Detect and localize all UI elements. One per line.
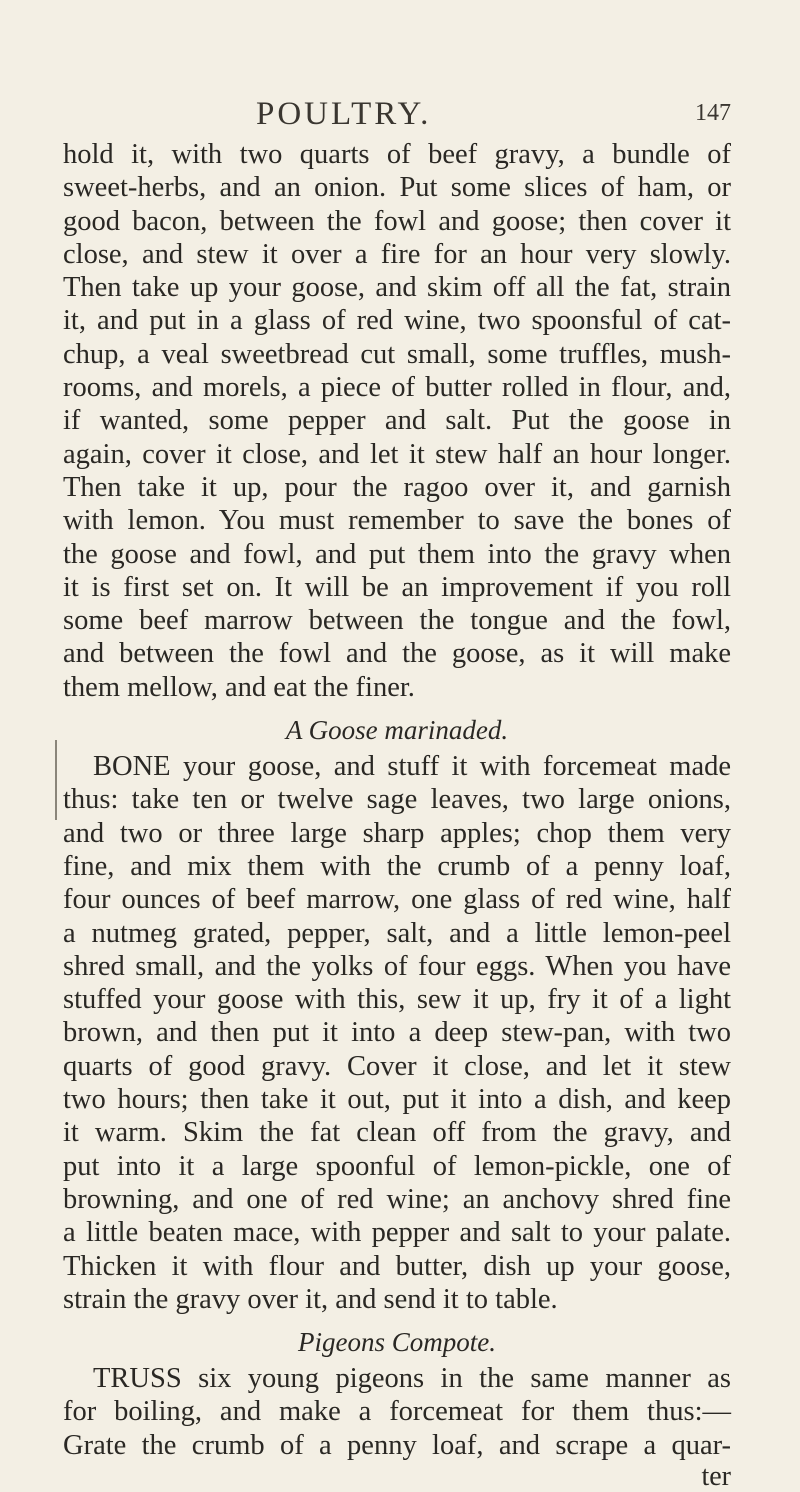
text-line: for boiling, and make a forcemeat for them thus:—: [63, 1396, 731, 1428]
recipe-pigeons-compote: [63, 1362, 731, 1492]
text-line: shred small, and the yolks of four eggs. When you have: [63, 950, 731, 982]
text-line: Grate the crumb of a penny loaf, and scrape a quar-: [63, 1429, 731, 1461]
text-line: close, and stew it over a fire for an hour very slowly.: [63, 238, 731, 270]
text-line: good bacon, between the fowl and goose; then cover it: [63, 205, 731, 237]
recipe-heading: Pigeons Compote.: [298, 1327, 496, 1358]
text-line: and between the fowl and the goose, as it will make: [63, 638, 731, 670]
recipe-continuation: [63, 138, 731, 704]
text-line: browning, and one of red wine; an anchovy shred fine: [63, 1183, 731, 1215]
text-line: the goose and fowl, and put them into the gravy when: [63, 538, 731, 570]
text-line: Thicken it with flour and butter, dish up your goose,: [63, 1250, 731, 1282]
text-line: put into it a large spoonful of lemon-pickle, one of: [63, 1150, 731, 1182]
text-line: a nutmeg grated, pepper, salt, and a little lemon-peel: [63, 917, 731, 949]
text-line: some beef marrow between the tongue and the fowl,: [63, 605, 731, 637]
text-line: a little beaten mace, with pepper and salt to your palate.: [63, 1217, 731, 1249]
text-line: it, and put in a glass of red wine, two spoonsful of cat-: [63, 305, 731, 337]
binding-edge-mark: [55, 740, 57, 820]
catchword: ter: [701, 1460, 731, 1492]
text-line: them mellow, and eat the finer.: [63, 671, 415, 703]
text-line: two hours; then take it out, put it into a dish, and keep: [63, 1084, 731, 1116]
text-line: fine, and mix them with the crumb of a penny loaf,: [63, 850, 731, 882]
text-line: thus: take ten or twelve sage leaves, two large onions,: [63, 784, 731, 816]
text-line: sweet-herbs, and an onion. Put some slices of ham, or: [63, 172, 731, 204]
text-line: rooms, and morels, a piece of butter rolled in flour, and,: [63, 372, 731, 404]
text-line: with lemon. You must remember to save the bones of: [63, 505, 731, 537]
text-line: it is first set on. It will be an improvement if you roll: [63, 571, 731, 603]
text-line: it warm. Skim the fat clean off from the gravy, and: [63, 1117, 731, 1149]
text-line: quarts of good gravy. Cover it close, and let it stew: [63, 1050, 731, 1082]
text-line: BONE your goose, and stuff it with forcemeat made: [93, 751, 731, 783]
text-line: chup, a veal sweetbread cut small, some truffles, mush-: [63, 338, 731, 370]
text-line: TRUSS six young pigeons in the same manner as: [93, 1363, 731, 1395]
text-line: again, cover it close, and let it stew half an hour longer.: [63, 438, 731, 470]
running-head: POULTRY.: [256, 96, 432, 132]
recipe-goose-marinaded: [63, 750, 731, 1316]
text-line: stuffed your goose with this, sew it up, fry it of a light: [63, 984, 731, 1016]
text-line: four ounces of beef marrow, one glass of red wine, half: [63, 884, 731, 916]
body-text: [63, 138, 731, 1492]
text-line: and two or three large sharp apples; chop them very: [63, 817, 731, 849]
page-header: [0, 96, 800, 136]
page-number: 147: [695, 100, 731, 126]
text-line: Then take it up, pour the ragoo over it, and garnish: [63, 471, 731, 503]
recipe-heading: A Goose marinaded.: [285, 715, 509, 746]
text-line: Then take up your goose, and skim off all the fat, strain: [63, 272, 731, 304]
text-line: brown, and then put it into a deep stew-pan, with two: [63, 1017, 731, 1049]
text-line: if wanted, some pepper and salt. Put the goose in: [63, 405, 731, 437]
text-line: hold it, with two quarts of beef gravy, a bundle of: [63, 139, 731, 170]
text-line: strain the gravy over it, and send it to table.: [63, 1283, 558, 1315]
